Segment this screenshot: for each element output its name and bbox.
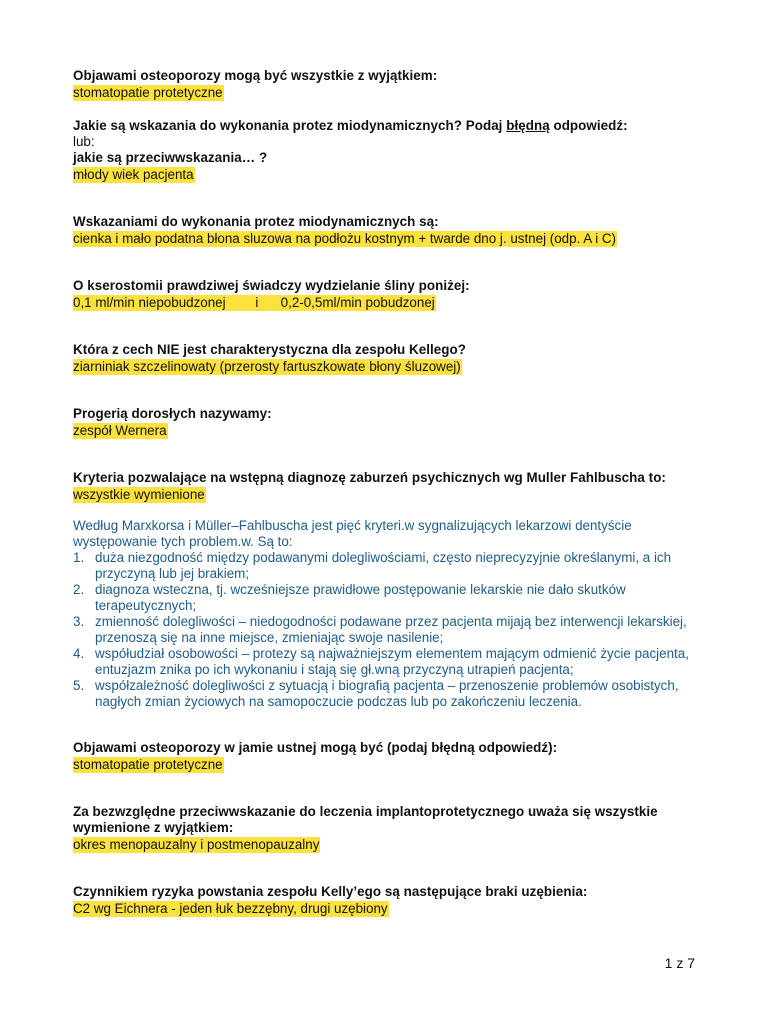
question-text: Wskazaniami do wykonania protez miodynamicznych są: — [73, 214, 439, 229]
list-item-text: diagnoza wsteczna, tj. wcześniejsze prawidłowe postępowanie lekarskie nie dało skutków terapeutycznych; — [95, 582, 626, 613]
qa-block — [73, 278, 713, 312]
question-underlined-word: błędną — [506, 118, 550, 133]
qa-block — [73, 118, 713, 184]
qa-block — [73, 214, 713, 248]
document-page — [73, 68, 713, 918]
question-text: Progerią dorosłych nazywamy: — [73, 406, 272, 421]
list-number: 2. — [73, 582, 85, 597]
qa-block — [73, 68, 713, 102]
question-text: Za bezwzględne przeciwwskazanie do leczenia implantoprotetycznego uważa się wszystkie wymienione z wyjątkiem: — [73, 804, 658, 835]
connector-text: lub: — [73, 134, 95, 149]
answer-highlight: wszystkie wymienione — [73, 487, 205, 502]
list-item — [73, 582, 695, 614]
question-text: Która z cech NIE jest charakterystyczna dla zespołu Kellego? — [73, 342, 466, 357]
explanation-intro: Według Marxkorsa i Müller–Fahlbuscha jest pięć kryteri.w sygnalizujących lekarzowi dentyście występowanie tych problem.w. Są to: — [73, 518, 632, 549]
qa-block — [73, 342, 713, 376]
list-item — [73, 678, 695, 710]
list-number: 3. — [73, 614, 85, 629]
question-text: Kryteria pozwalające na wstępną diagnozę zaburzeń psychicznych wg Muller Fahlbuscha to: — [73, 470, 666, 485]
answer-highlight: okres menopauzalny i postmenopauzalny — [73, 837, 320, 852]
answer-highlight: ziarniniak szczelinowaty (przerosty fartuszkowate błony śluzowej) — [73, 359, 461, 374]
qa-block — [73, 470, 713, 710]
question-part: odpowiedź: — [549, 118, 628, 133]
explanation-list — [73, 550, 695, 710]
question-text: Objawami osteoporozy w jamie ustnej mogą być (podaj błędną odpowiedź): — [73, 740, 558, 755]
list-item — [73, 614, 695, 646]
list-item-text: zmienność dolegliwości – niedogodności podawane przez pacjenta mijają bez interwencji lekarskiej, przenoszą się na inne miejsce, zmieniając swoje nasilenie; — [95, 614, 687, 645]
list-number: 4. — [73, 646, 85, 661]
answer-highlight: młody wiek pacjenta — [73, 167, 194, 182]
answer-highlight: zespół Wernera — [73, 423, 167, 438]
qa-block — [73, 884, 713, 918]
answer-highlight: C2 wg Eichnera - jeden łuk bezzębny, drugi uzębiony — [73, 901, 388, 916]
answer-highlight: stomatopatie protetyczne — [73, 757, 223, 772]
answer-highlight: 0,1 ml/min niepobudzonej i 0,2-0,5ml/min pobudzonej — [73, 295, 435, 310]
list-item-text: współzależność dolegliwości z sytuacją i biografią pacjenta – przenoszenie problemów osobistych, nagłych zmian życiowych na samopoczucie podczas lub po zakończeniu leczenia. — [95, 678, 679, 709]
list-item — [73, 646, 695, 678]
answer-highlight: cienka i mało podatna błona sluzowa na podłożu kostnym + twarde dno j. ustnej (odp. A i C) — [73, 231, 617, 246]
list-number: 5. — [73, 678, 85, 693]
question-text: Objawami osteoporozy mogą być wszystkie z wyjątkiem: — [73, 68, 438, 83]
qa-block — [73, 804, 713, 854]
list-number: 1. — [73, 550, 85, 565]
question-text — [73, 118, 713, 134]
page-number: 1 z 7 — [664, 955, 695, 971]
list-item-text: duża niezgodność między podawanymi dolegliwościami, często nieprecyzyjnie określanymi, a ich przyczyną lub jej brakiem; — [95, 550, 672, 581]
question-text: O kserostomii prawdziwej świadczy wydzielanie śliny poniżej: — [73, 278, 470, 293]
list-item — [73, 550, 695, 582]
qa-block — [73, 406, 713, 440]
answer-highlight: stomatopatie protetyczne — [73, 85, 223, 100]
question-text-alt: jakie są przeciwwskazania… ? — [73, 150, 268, 165]
list-item-text: współudział osobowości – protezy są najważniejszym elementem mającym odmienić życie pacjenta, entuzjazm znika po ich wykonaniu i stają się gł.wną przyczyną utrapień pacjenta; — [95, 646, 689, 677]
question-part: Jakie są wskazania do wykonania protez miodynamicznych? Podaj — [73, 118, 507, 133]
qa-block — [73, 740, 713, 774]
question-text: Czynnikiem ryzyka powstania zespołu Kelly’ego są następujące braki uzębienia: — [73, 884, 588, 899]
